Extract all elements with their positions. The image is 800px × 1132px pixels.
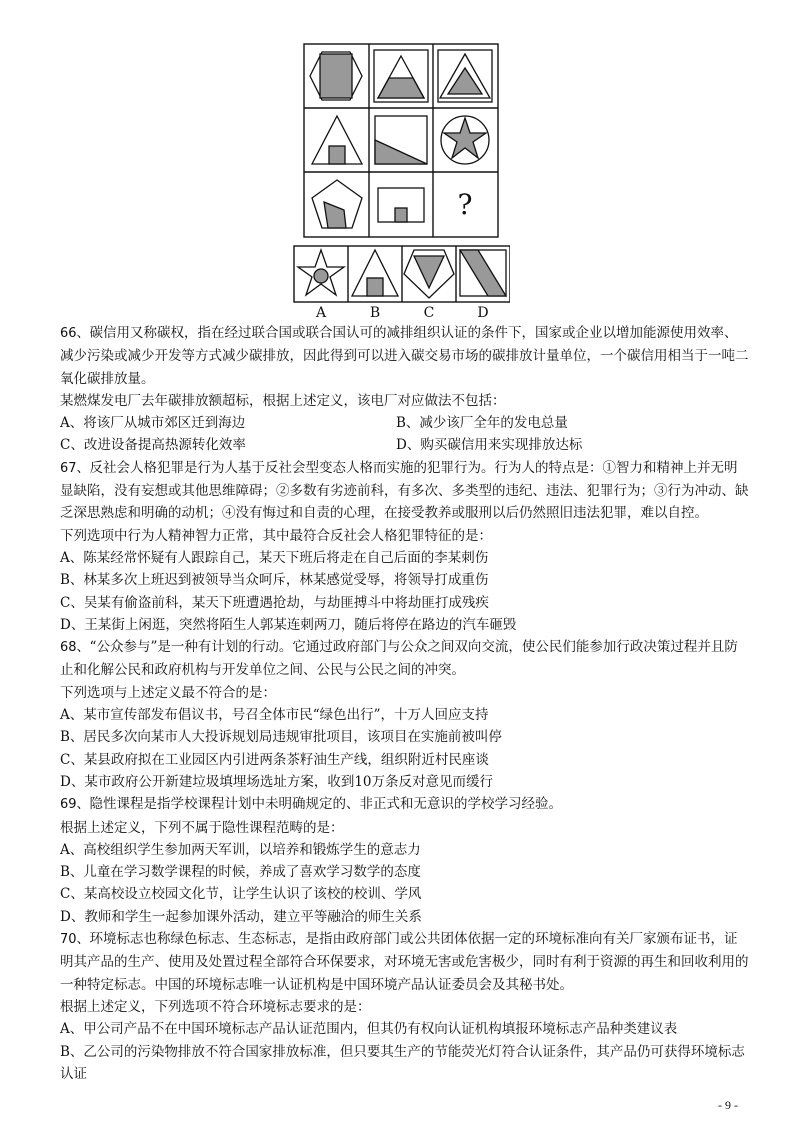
cell-2-3 bbox=[441, 116, 489, 164]
cell-3-2 bbox=[378, 188, 424, 222]
page-number: - 9 - bbox=[718, 1098, 738, 1112]
q66-options-row2 bbox=[60, 434, 750, 456]
q68-stem: 68、“公众参与”是一种有计划的行动。它通过政府部门与公众之间双向交流，使公民们能参加行政决策过程并且防止和化解公民和政府机构与开发单位之间、公民与公民之间的冲突。 bbox=[60, 639, 738, 679]
question-mark: ? bbox=[457, 188, 473, 221]
cell-1-3 bbox=[438, 50, 492, 102]
q66-prompt: 某燃煤发电厂去年碳排放额超标，根据上述定义，该电厂对应做法不包括： bbox=[60, 392, 506, 409]
q70-prompt: 根据上述定义，下列选项不符合环境标志要求的是： bbox=[60, 998, 371, 1015]
q69-option-a: A、高校组织学生参加两天军训，以培养和锻炼学生的意志力 bbox=[60, 841, 421, 858]
option-a-shape bbox=[298, 250, 344, 295]
q67-stem: 67、反社会人格犯罪是行为人基于反社会型变态人格而实施的犯罪行为。行为人的特点是：①智力和精神上并无明显缺陷，没有妄想或其他思维障碍；②多数有劣迹前科，有多次、多类型的违纪、违法、犯罪行为；③行为冲动、缺乏深思熟虑和明确的动机；④没有悔过和自责的心理，在接受教养或服刑以后仍然照旧违法犯罪，难以自控。 bbox=[60, 459, 749, 522]
q70-option-a: A、甲公司产品不在中国环境标志产品认证范围内，但其仍有权向认证机构填报环境标志产品种类建议表 bbox=[60, 1021, 678, 1038]
cell-1-1 bbox=[310, 52, 362, 100]
q70-option-b: B、乙公司的污染物排放不符合国家排放标准，但只要其生产的节能荧光灯符合认证条件，其产品仍可获得环境标志认证 bbox=[60, 1043, 745, 1082]
q67-prompt: 下列选项中行为人精神智力正常，其中最符合反社会人格犯罪特征的是： bbox=[60, 527, 492, 544]
q66-stem: 66、碳信用又称碳权，指在经过联合国或联合国认可的减排组织认证的条件下，国家或企业以增加能源使用效率、减少污染或减少开发等方式减少碳排放，因此得到可以进入碳交易市场的碳排放计量单位，一个碳信用相当于一吨二氧化碳排放量。 bbox=[60, 325, 749, 387]
q66-option-d: D、购买碳信用来实现排放达标 bbox=[396, 437, 583, 454]
q68-option-d: D、某市政府公开新建垃圾填埋场选址方案，收到10万条反对意见而缓行 bbox=[60, 773, 494, 790]
q69-prompt: 根据上述定义，下列不属于隐性课程范畴的是： bbox=[60, 819, 344, 836]
q68-option-b: B、居民多次向某市人大投诉规划局违规审批项目，该项目在实施前被叫停 bbox=[60, 729, 502, 746]
question-text-body bbox=[60, 322, 750, 1085]
option-b-shape bbox=[352, 250, 398, 296]
cell-3-1 bbox=[312, 180, 362, 228]
q66-options-row1 bbox=[60, 412, 750, 434]
q69-option-c: C、某高校设立校园文化节，让学生认识了该校的校训、学风 bbox=[60, 886, 422, 903]
q69-option-d: D、教师和学生一起参加课外活动，建立平等融洽的师生关系 bbox=[60, 908, 422, 925]
cell-2-2 bbox=[375, 116, 427, 164]
cell-2-1 bbox=[312, 116, 362, 164]
q66-option-a: A、将该厂从城市郊区迁到海边 bbox=[60, 415, 246, 432]
q68-option-a: A、某市宣传部发布倡议书，号召全体市民“绿色出行”，十万人回应支持 bbox=[60, 707, 489, 724]
q66-option-b: B、减少该厂全年的发电总量 bbox=[396, 415, 568, 432]
option-d-label: D bbox=[477, 305, 489, 320]
q67-option-a: A、陈某经常怀疑有人跟踪自己，某天下班后将走在自己后面的李某刺伤 bbox=[60, 549, 489, 566]
q70-stem: 70、环境标志也称绿色标志、生态标志，是指由政府部门或公共团体依据一定的环境标准向有关厂家颁布证书，证明其产品的生产、使用及处置过程全部符合环保要求，对环境无害或危害极少，同时有利于资源的再生和回收利用的一种特定标志。中国的环境标志唯一认证机构是中国环境产品认证委员会及其秘书处。 bbox=[60, 931, 749, 993]
q69-stem: 69、隐性课程是指学校课程计划中未明确规定的、非正式和无意识的学校学习经验。 bbox=[60, 796, 563, 813]
puzzle-figure bbox=[292, 42, 510, 320]
cell-1-2 bbox=[374, 50, 428, 102]
q67-option-b: B、林某多次上班迟到被领导当众呵斥，林某感觉受辱，将领导打成重伤 bbox=[60, 572, 489, 589]
q67-option-d: D、王某街上闲逛，突然将陌生人郭某连刺两刀，随后将停在路边的汽车砸毁 bbox=[60, 616, 517, 633]
q68-option-c: C、某县政府拟在工业园区内引进两条茶籽油生产线，组织附近村民座谈 bbox=[60, 751, 489, 768]
q66-option-c: C、改进设备提高热源转化效率 bbox=[60, 437, 246, 454]
option-a-label: A bbox=[315, 305, 327, 320]
option-d-shape bbox=[460, 250, 506, 296]
q67-option-c: C、吴某有偷盗前科，某天下班遭遇抢劫，与劫匪搏斗中将劫匪打成残疾 bbox=[60, 594, 489, 611]
q68-prompt: 下列选项与上述定义最不符合的是： bbox=[60, 684, 276, 701]
q69-option-b: B、儿童在学习数学课程的时候，养成了喜欢学习数学的态度 bbox=[60, 864, 421, 881]
option-b-label: B bbox=[369, 305, 381, 320]
option-c-shape bbox=[404, 250, 454, 298]
option-c-label: C bbox=[423, 305, 435, 320]
